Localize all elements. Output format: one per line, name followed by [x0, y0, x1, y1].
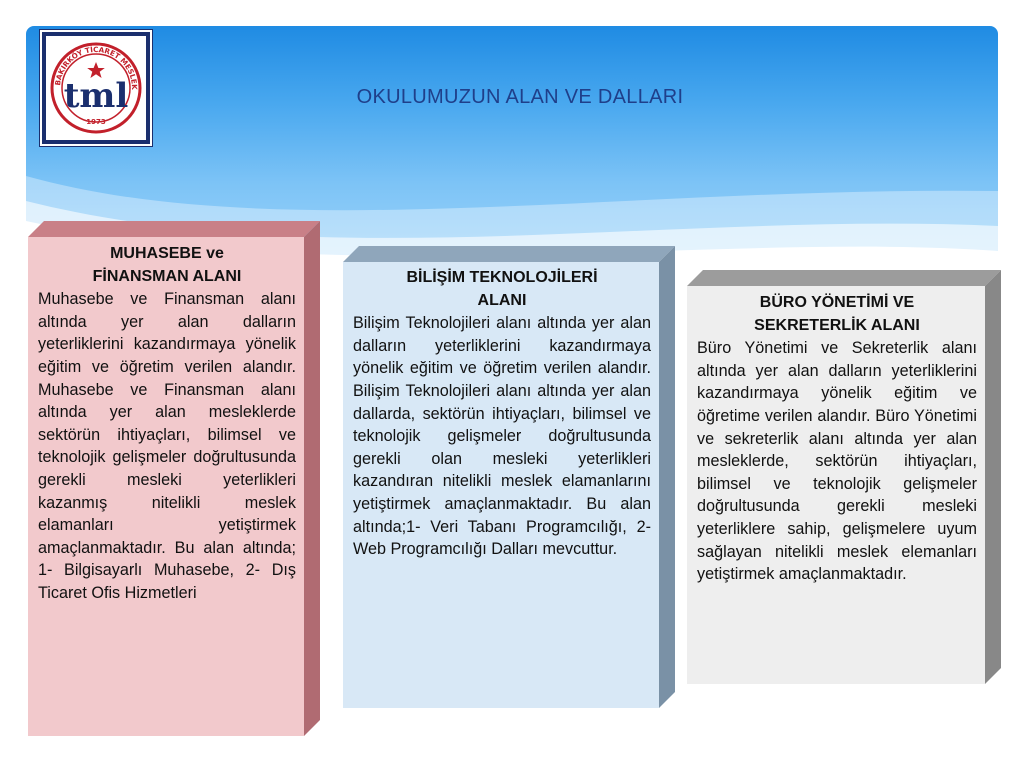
card-muhasebe — [28, 221, 320, 736]
card-face — [343, 262, 659, 708]
card-body: Muhasebe ve Finansman alanı altında yer alan dalların yeterliklerini kazandırmaya yönelik eğitim ve öğretim verilen alandır. Muhasebe ve Finansman alanı altında yer alan mesleklerde sektörün ihtiyaçları, bilimsel ve teknolojik gelişmeler doğrultusunda gerekli mesleki yeterlikleri kazanmış nitelikli meslek elamanları yetiştirmek amaçlanmaktadır. Bu alan altında; 1- Bilgisayarlı Muhasebe, 2- Dış Ticaret Ofis Hizmetleri — [38, 290, 296, 602]
card-heading-line2: FİNANSMAN ALANI — [92, 267, 242, 285]
card-body: Bilişim Teknolojileri alanı altında yer alan dalların yeterliklerini kazandırmaya yönelik eğitim ve öğretim verilen alandır. Bilişim Teknolojileri alanı altında yer alan dallarda, sektörün ihtiyaçları, bilimsel ve teknolojik gelişmeler doğrultusunda gerekli olan mesleki yeterlikleri kazandıran nitelikli meslek elamanlarını yetiştirmek amaçlanmaktadır. Bu alan altında;1- Veri Tabanı Programcılığı, 2- Web Programcılığı Dalları mevcuttur. — [353, 314, 651, 559]
card-bilisim — [343, 246, 675, 708]
card-heading-line2: SEKRETERLİK ALANI — [754, 316, 920, 334]
logo-monogram: tml — [63, 76, 129, 116]
school-seal-icon — [46, 36, 146, 140]
card-face — [687, 286, 985, 684]
card-body: Büro Yönetimi ve Sekreterlik alanı altında yer alan dalların yeterliklerini kazandırmaya yönelik eğitim ve öğretime verilen alandır. Büro Yönetimi ve sekreterlik alanı altında yer alan mesleklerde, sektörün ihtiyaçları, bilimsel ve teknolojik gelişmeler doğrultusunda gerekli mesleki yeterliklere sahip, gelişmelere uyum sağlayan nitelikli meslek elemanları yetiştirmek amaçlanmaktadır. — [697, 339, 977, 584]
card-heading-line1: BİLİŞİM TEKNOLOJİLERİ — [406, 269, 598, 286]
card-face — [28, 237, 304, 736]
card-heading-line1: MUHASEBE ve — [110, 245, 224, 262]
logo-ring-text: BAKIRKÖY TİCARET MESLEK — [53, 44, 140, 90]
card-heading-line2: ALANI — [477, 291, 527, 309]
card-buro — [687, 270, 1001, 684]
logo-year: 1973 — [86, 118, 106, 126]
card-heading-line1: BÜRO YÖNETİMİ VE — [759, 294, 915, 311]
school-logo — [42, 32, 150, 144]
page-title: OKULUMUZUN ALAN VE DALLARI — [356, 86, 684, 108]
